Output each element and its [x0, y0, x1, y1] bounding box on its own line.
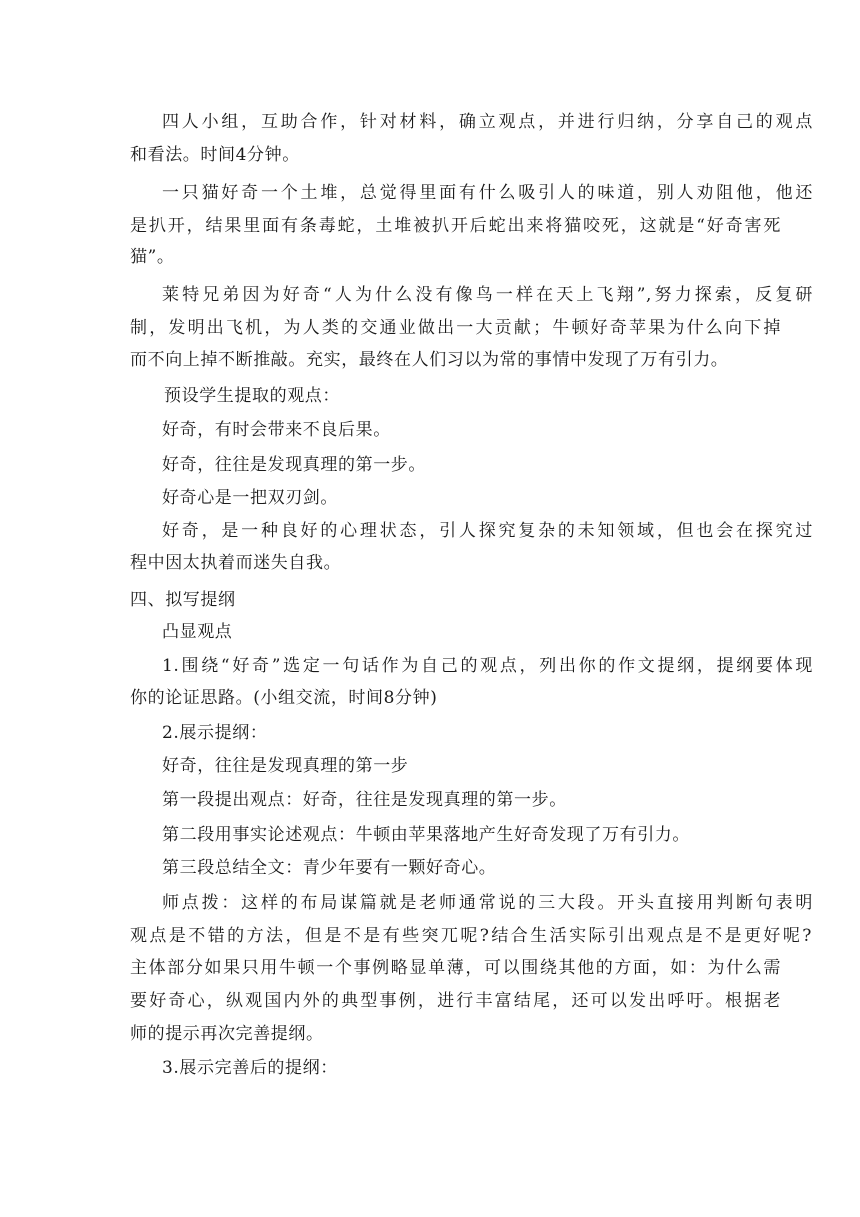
text-line: 预设学生提取的观点： [164, 386, 340, 406]
text-line: 莱特兄弟因为好奇“人为什么没有像鸟一样在天上飞翔”,努力探索，反复研 [162, 285, 813, 305]
text-line: 四人小组，互助合作，针对材料，确立观点，并进行归纳，分享自己的观点 [162, 112, 813, 132]
text-line: 好奇心是一把双刃剑。 [162, 488, 338, 508]
text-line: 主体部分如果只用牛顿一个事例略显单薄，可以围绕其他的方面，如：为什么需 [130, 958, 781, 978]
text-line: 一只猫好奇一个土堆，总觉得里面有什么吸引人的味道，别人劝阻他，他还 [162, 183, 813, 203]
text-line: 制，发明出飞机，为人类的交通业做出一大贡献；牛顿好奇苹果为什么向下掉 [130, 318, 781, 338]
text-line: 好奇，有时会带来不良后果。 [162, 420, 391, 440]
text-line: 第一段提出观点：好奇，往往是发现真理的第一步。 [162, 790, 567, 810]
text-line: 师的提示再次完善提纲。 [130, 1024, 324, 1044]
text-line: 2.展示提纲： [162, 723, 268, 743]
text-line: 凸显观点 [162, 622, 233, 642]
text-line: 四、拟写提纲 [130, 590, 236, 610]
text-line: 好奇，往往是发现真理的第一步。 [162, 455, 426, 475]
text-line: 师点拨：这样的布局谋篇就是老师通常说的三大段。开头直接用判断句表明 [162, 893, 813, 913]
text-line: 观点是不错的方法，但是不是有些突兀呢?结合生活实际引出观点是不是更好呢? [130, 926, 812, 946]
text-line: 3.展示完善后的提纲： [162, 1058, 338, 1078]
text-line: 第三段总结全文：青少年要有一颗好奇心。 [162, 858, 497, 878]
text-line: 而不向上掉不断推敲。充实，最终在人们习以为常的事情中发现了万有引力。 [130, 350, 729, 370]
text-line: 你的论证思路。(小组交流，时间8分钟) [130, 688, 438, 708]
text-line: 是扒开，结果里面有条毒蛇，土堆被扒开后蛇出来将猫咬死，这就是“好奇害死 [130, 216, 781, 236]
text-line: 要好奇心，纵观国内外的典型事例，进行丰富结尾，还可以发出呼吁。根据老 [130, 991, 781, 1011]
text-line: 好奇，是一种良好的心理状态，引人探究复杂的未知领域，但也会在探究过 [162, 521, 813, 541]
text-line: 猫”。 [130, 247, 175, 267]
text-line: 和看法。时间4分钟。 [130, 145, 300, 165]
text-line: 第二段用事实论述观点：牛顿由苹果落地产生好奇发现了万有引力。 [162, 825, 690, 845]
text-line: 1.围绕“好奇”选定一句话作为自己的观点，列出你的作文提纲，提纲要体现 [162, 656, 813, 676]
text-line: 好奇，往往是发现真理的第一步 [162, 756, 409, 776]
text-line: 程中因太执着而迷失自我。 [130, 553, 342, 573]
